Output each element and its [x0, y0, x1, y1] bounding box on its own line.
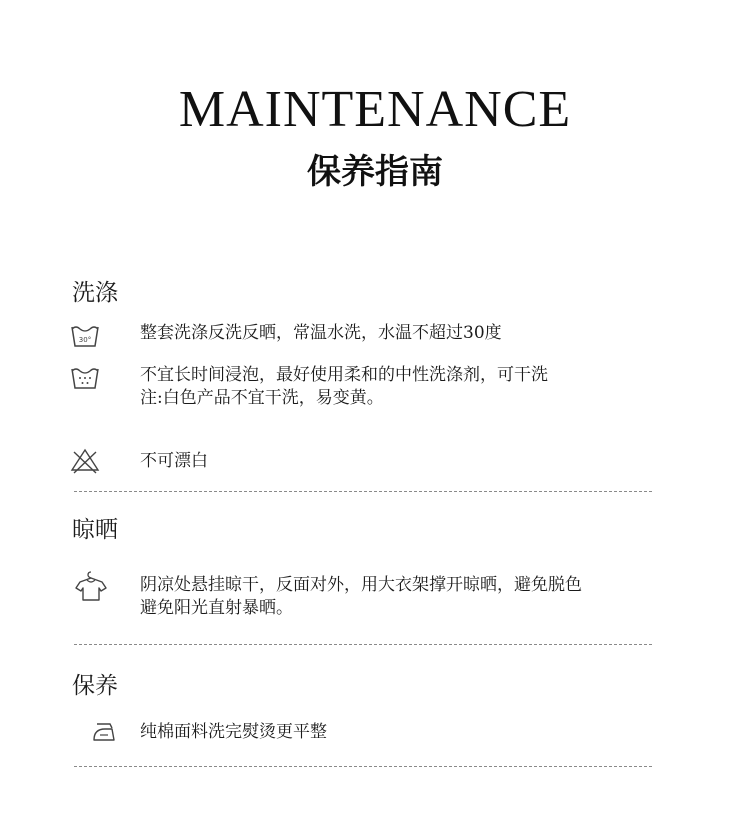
title-cn: 保养指南 [307, 152, 443, 192]
hang-dry-shirt-icon [74, 570, 108, 602]
divider [74, 644, 652, 645]
washing-instruction-3: 不可漂白 [140, 451, 208, 471]
section-heading-drying: 晾晒 [72, 517, 118, 543]
divider [74, 491, 652, 492]
care-instruction-1: 纯棉面料洗完熨烫更平整 [140, 722, 327, 742]
no-bleach-icon [70, 446, 100, 476]
washing-instruction-1: 整套洗涤反洗反晒，常温水洗，水温不超过30度 [140, 323, 502, 343]
iron-icon [88, 716, 118, 746]
washing-instruction-2: 不宜长时间浸泡，最好使用柔和的中性洗涤剂，可干洗 注:白色产品不宜干洗，易变黄。 [140, 365, 548, 408]
svg-text:30°: 30° [78, 336, 92, 344]
title-en: MAINTENANCE [178, 81, 572, 138]
divider [74, 766, 652, 767]
hand-wash-icon [70, 362, 100, 392]
section-heading-washing: 洗涤 [72, 280, 118, 306]
drying-instruction-1: 阴凉处悬挂晾干，反面对外，用大衣架撑开晾晒，避免脱色 避免阳光直射暴晒。 [140, 575, 582, 618]
section-heading-care: 保养 [72, 673, 118, 699]
wash-30-icon [70, 320, 100, 350]
